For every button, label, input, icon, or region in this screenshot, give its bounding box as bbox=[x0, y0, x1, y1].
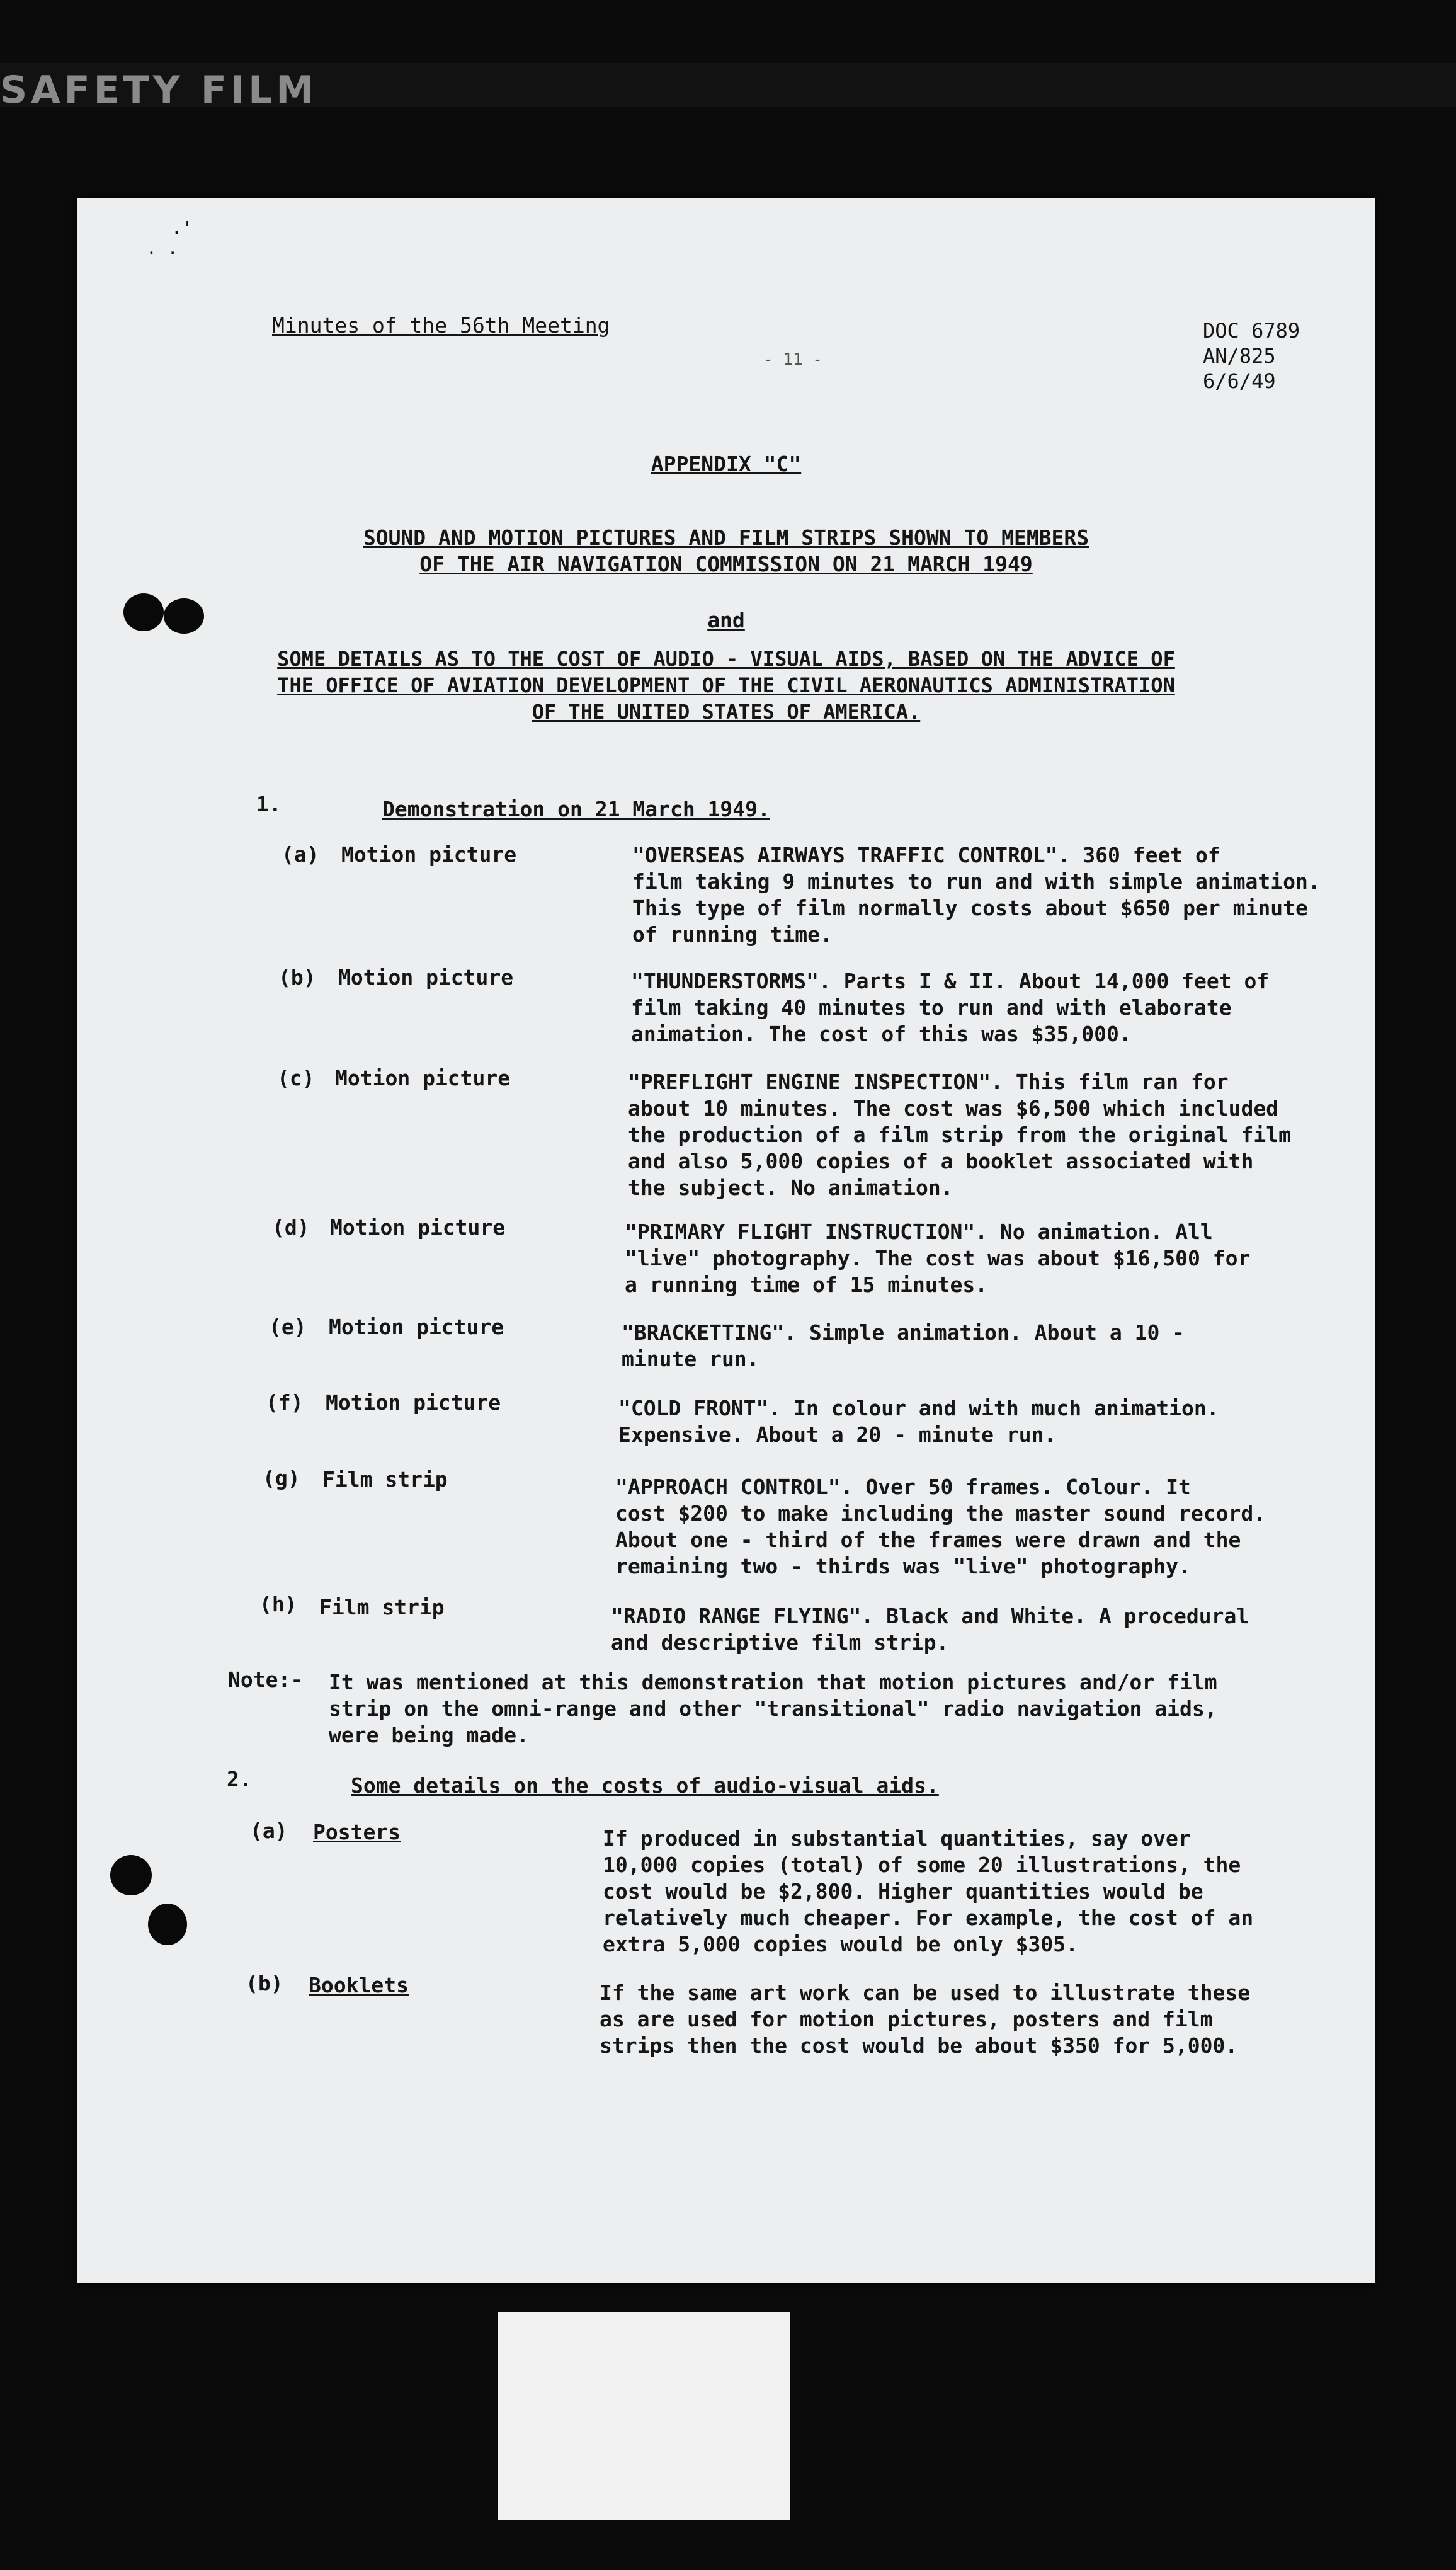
title-line: THE OFFICE OF AVIATION DEVELOPMENT OF THE CIVIL AERONAUTICS ADMINISTRATION bbox=[277, 673, 1175, 697]
scratch-mark: .' bbox=[171, 217, 193, 238]
page-number: - 11 - bbox=[763, 350, 822, 369]
item-letter: (d) bbox=[272, 1215, 310, 1240]
note-text bbox=[329, 1669, 1217, 1749]
title-line: SOME DETAILS AS TO THE COST OF AUDIO - VISUAL AIDS, BASED ON THE ADVICE OF bbox=[277, 647, 1175, 671]
section-2-heading: Some details on the costs of audio-visual aids. bbox=[351, 1773, 939, 1798]
section-1-heading: Demonstration on 21 March 1949. bbox=[382, 797, 770, 821]
item-letter: (a) bbox=[282, 842, 319, 867]
item-description bbox=[611, 1603, 1249, 1656]
text-line: cost $200 to make including the master sound record. bbox=[615, 1501, 1266, 1526]
text-line: about 10 minutes. The cost was $6,500 which included bbox=[628, 1096, 1279, 1121]
item-type: Motion picture bbox=[330, 1215, 506, 1240]
text-line: minute run. bbox=[622, 1347, 759, 1371]
text-line: strip on the omni-range and other "transitional" radio navigation aids, bbox=[329, 1696, 1217, 1721]
text-line: film taking 9 minutes to run and with simple animation. bbox=[632, 869, 1321, 894]
text-line: "live" photography. The cost was about $16,500 for bbox=[625, 1246, 1251, 1271]
item-description bbox=[603, 1825, 1253, 1958]
item-letter: (b) bbox=[278, 965, 316, 990]
item-type: Motion picture bbox=[338, 965, 514, 990]
item-type: Film strip bbox=[322, 1467, 448, 1492]
section-1-number: 1. bbox=[256, 792, 282, 816]
text-line: If produced in substantial quantities, say over bbox=[603, 1826, 1191, 1851]
item-letter: (b) bbox=[246, 1971, 283, 1996]
text-line: cost would be $2,800. Higher quantities would be bbox=[603, 1879, 1203, 1904]
item-type: Motion picture bbox=[326, 1390, 501, 1415]
text-line: If the same art work can be used to illustrate these bbox=[600, 1980, 1251, 2005]
item-description bbox=[622, 1320, 1185, 1373]
text-line: extra 5,000 copies would be only $305. bbox=[603, 1932, 1078, 1956]
text-line: It was mentioned at this demonstration that motion pictures and/or film bbox=[329, 1670, 1217, 1694]
title-line: SOUND AND MOTION PICTURES AND FILM STRIPS SHOWN TO MEMBERS bbox=[363, 525, 1089, 550]
item-description bbox=[618, 1395, 1219, 1448]
title-line: OF THE UNITED STATES OF AMERICA. bbox=[532, 700, 921, 724]
doc-ref-code: AN/825 bbox=[1203, 344, 1276, 368]
item-type: Motion picture bbox=[329, 1315, 504, 1339]
text-line: "COLD FRONT". In colour and with much animation. bbox=[618, 1396, 1219, 1420]
item-type: Posters bbox=[313, 1820, 401, 1844]
text-line: "BRACKETTING". Simple animation. About a 10 - bbox=[622, 1320, 1185, 1345]
item-description bbox=[631, 968, 1269, 1048]
item-description bbox=[615, 1474, 1266, 1580]
text-line: were being made. bbox=[329, 1723, 529, 1747]
item-letter: (f) bbox=[266, 1390, 304, 1415]
appendix-label: APPENDIX "C" bbox=[651, 452, 802, 476]
punch-hole bbox=[164, 598, 204, 634]
item-letter: (h) bbox=[259, 1592, 297, 1616]
title-and: and bbox=[707, 608, 745, 632]
item-type: Booklets bbox=[309, 1973, 409, 1997]
item-letter: (a) bbox=[250, 1819, 288, 1843]
item-description bbox=[628, 1069, 1291, 1201]
doc-ref-date: 6/6/49 bbox=[1203, 369, 1276, 393]
scratch-mark: · · bbox=[146, 243, 178, 263]
title-block-2 bbox=[77, 646, 1375, 725]
text-line: and also 5,000 copies of a booklet associated with bbox=[628, 1149, 1254, 1174]
text-line: remaining two - thirds was "live" photography. bbox=[615, 1554, 1191, 1579]
text-line: "THUNDERSTORMS". Parts I & II. About 14,000 feet of bbox=[631, 969, 1270, 993]
text-line: Expensive. About a 20 - minute run. bbox=[618, 1422, 1057, 1447]
text-line: "PRIMARY FLIGHT INSTRUCTION". No animation. All bbox=[625, 1219, 1213, 1244]
text-line: relatively much cheaper. For example, the cost of an bbox=[603, 1905, 1254, 1930]
note-label: Note:- bbox=[228, 1667, 304, 1692]
text-line: 10,000 copies (total) of some 20 illustrations, the bbox=[603, 1853, 1241, 1877]
text-line: a running time of 15 minutes. bbox=[625, 1272, 988, 1297]
text-line: animation. The cost of this was $35,000. bbox=[631, 1022, 1132, 1046]
item-description bbox=[600, 1980, 1250, 2059]
item-description bbox=[625, 1219, 1250, 1298]
text-line: "APPROACH CONTROL". Over 50 frames. Colour. It bbox=[615, 1475, 1191, 1499]
text-line: This type of film normally costs about $650 per minute bbox=[632, 896, 1308, 920]
item-description bbox=[632, 842, 1321, 948]
text-line: of running time. bbox=[632, 922, 833, 947]
text-line: the production of a film strip from the original film bbox=[628, 1122, 1291, 1147]
doc-ref-number: DOC 6789 bbox=[1203, 319, 1300, 343]
film-leader-frame bbox=[498, 2312, 790, 2520]
text-line: strips then the cost would be about $350 for 5,000. bbox=[600, 2033, 1238, 2058]
document-page bbox=[77, 198, 1375, 2283]
text-line: "OVERSEAS AIRWAYS TRAFFIC CONTROL". 360 feet of bbox=[632, 843, 1220, 867]
item-type: Film strip bbox=[319, 1595, 445, 1619]
punch-hole bbox=[110, 1855, 152, 1895]
punch-hole bbox=[148, 1904, 187, 1945]
text-line: the subject. No animation. bbox=[628, 1175, 953, 1200]
text-line: About one - third of the frames were drawn and the bbox=[615, 1528, 1241, 1552]
title-line: OF THE AIR NAVIGATION COMMISSION ON 21 MARCH 1949 bbox=[419, 552, 1033, 576]
meeting-header: Minutes of the 56th Meeting bbox=[272, 313, 610, 338]
section-2-number: 2. bbox=[227, 1767, 252, 1791]
doc-reference bbox=[1203, 318, 1300, 394]
item-letter: (g) bbox=[263, 1466, 300, 1490]
title-block-1 bbox=[77, 525, 1375, 578]
film-edge-label: SAFETY FILM bbox=[0, 68, 318, 112]
item-letter: (e) bbox=[269, 1315, 307, 1339]
text-line: film taking 40 minutes to run and with elaborate bbox=[631, 995, 1232, 1020]
item-letter: (c) bbox=[277, 1066, 315, 1090]
text-line: "RADIO RANGE FLYING". Black and White. A procedural bbox=[611, 1604, 1249, 1628]
text-line: and descriptive film strip. bbox=[611, 1630, 949, 1655]
punch-hole bbox=[123, 593, 164, 631]
item-type: Motion picture bbox=[335, 1066, 511, 1090]
text-line: "PREFLIGHT ENGINE INSPECTION". This film ran for bbox=[628, 1070, 1229, 1094]
text-line: as are used for motion pictures, posters and film bbox=[600, 2007, 1213, 2031]
item-type: Motion picture bbox=[341, 842, 517, 867]
